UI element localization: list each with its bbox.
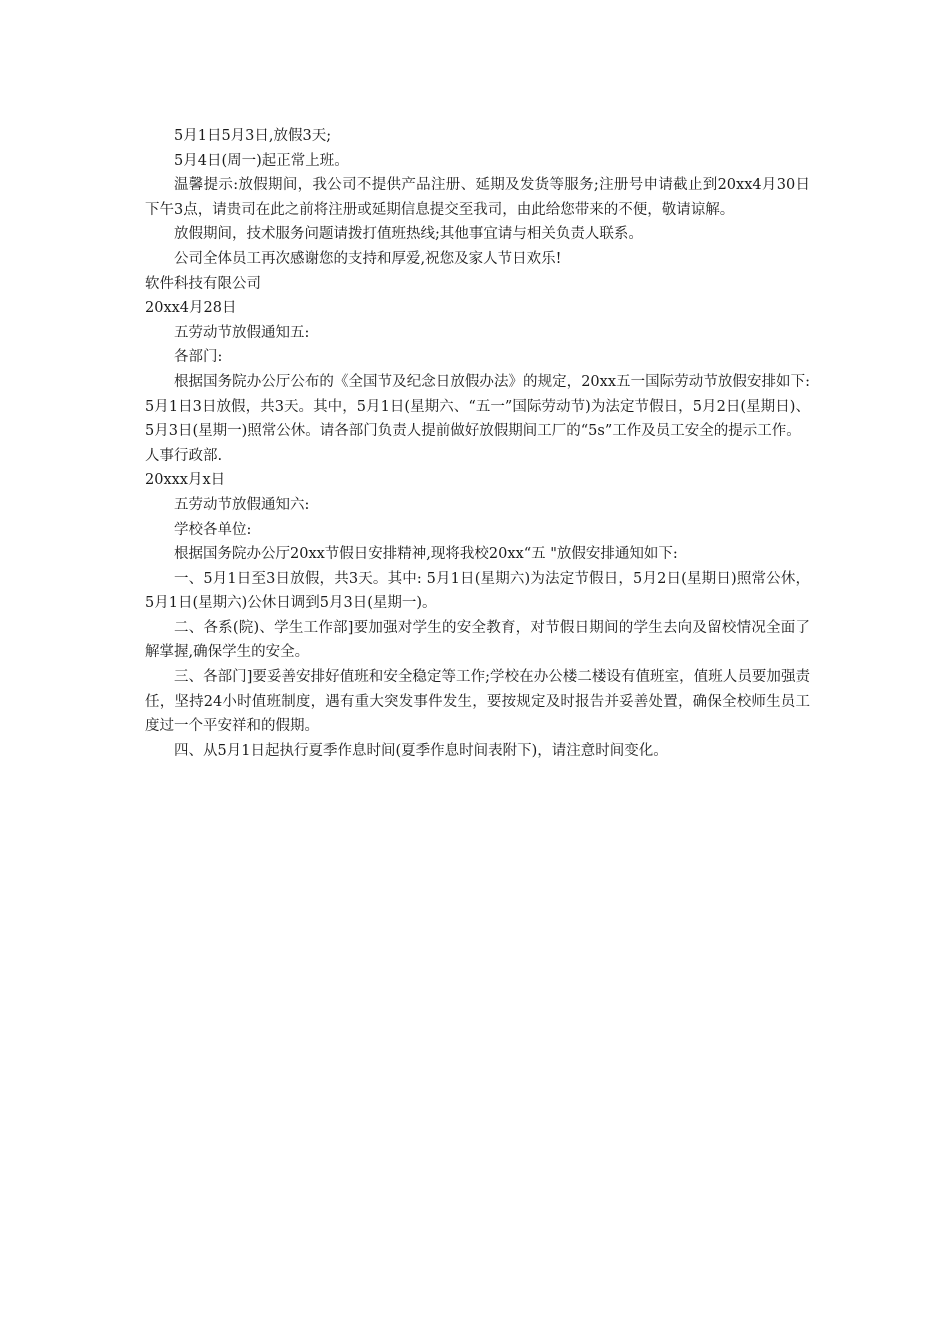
paragraph-holiday-dates: 5月1日5月3日,放假3天; [174, 128, 332, 144]
notice-six-item-1: 一、5月1日至3日放假，共3天。其中: 5月1日(星期六)为法定节假日，5月2日(星期日)照常公休，5月1日(星期六)公休日调到5月3日(星期一)。 [145, 570, 810, 612]
signature-hr-department: 人事行政部. [145, 447, 223, 464]
paragraph-resume-work: 5月4日(周一)起正常上班。 [174, 152, 349, 169]
paragraph-tech-support: 放假期间，技术服务问题请拨打值班热线;其他事宜请与相关负责人联系。 [174, 226, 643, 243]
paragraph-warm-reminder: 温馨提示:放假期间，我公司不提供产品注册、延期及发货等服务;注册号申请截止到20xx4月30日下午3点，请贵司在此之前将注册或延期信息提交至我司，由此给您带来的不便，敬请谅解。 [145, 177, 810, 218]
signature-company: 软件科技有限公司 [145, 275, 261, 292]
notice-six-intro: 根据国务院办公厅20xx节假日安排精神,现将我校20xx“五 "放假安排通知如下: [174, 546, 678, 563]
paragraph-thanks: 公司全体员工再次感谢您的支持和厚爱,祝您及家人节日欢乐! [174, 250, 562, 267]
notice-six-item-3: 三、各部门]要妥善安排好值班和安全稳定等工作;学校在办公楼二楼设有值班室，值班人员要加强责任，坚持24小时值班制度，遇有重大突发事件发生，要按规定及时报告并妥善处置，确保全校师生员工度过一个平安祥和的假期。 [145, 669, 810, 735]
signature-hr-date: 20xxx月x日 [145, 472, 226, 489]
document-body [145, 124, 810, 763]
notice-six-title: 五劳动节放假通知六: [174, 496, 310, 513]
signature-date: 20xx4月28日 [145, 300, 237, 317]
notice-five-salutation: 各部门: [174, 349, 223, 366]
notice-six-salutation: 学校各单位: [174, 521, 252, 538]
notice-six-item-4: 四、从5月1日起执行夏季作息时间(夏季作息时间表附下)，请注意时间变化。 [174, 742, 668, 759]
notice-six-item-2: 二、各系(院)、学生工作部]要加强对学生的安全教育，对节假日期间的学生去向及留校情况全面了解掌握,确保学生的安全。 [145, 619, 810, 661]
notice-five-title: 五劳动节放假通知五: [174, 324, 310, 341]
notice-five-body: 根据国务院办公厅公布的《全国节及纪念日放假办法》的规定，20xx五一国际劳动节放假安排如下: 5月1日3日放假，共3天。其中，5月1日(星期六、“五一”国际劳动节)为法定节假日，5月2日(星期日)、5月3日(星期一)照常公休。请各部门负责人提前做好放假期间工厂的“5s”工作及员工安全的提示工作。 [145, 373, 810, 440]
